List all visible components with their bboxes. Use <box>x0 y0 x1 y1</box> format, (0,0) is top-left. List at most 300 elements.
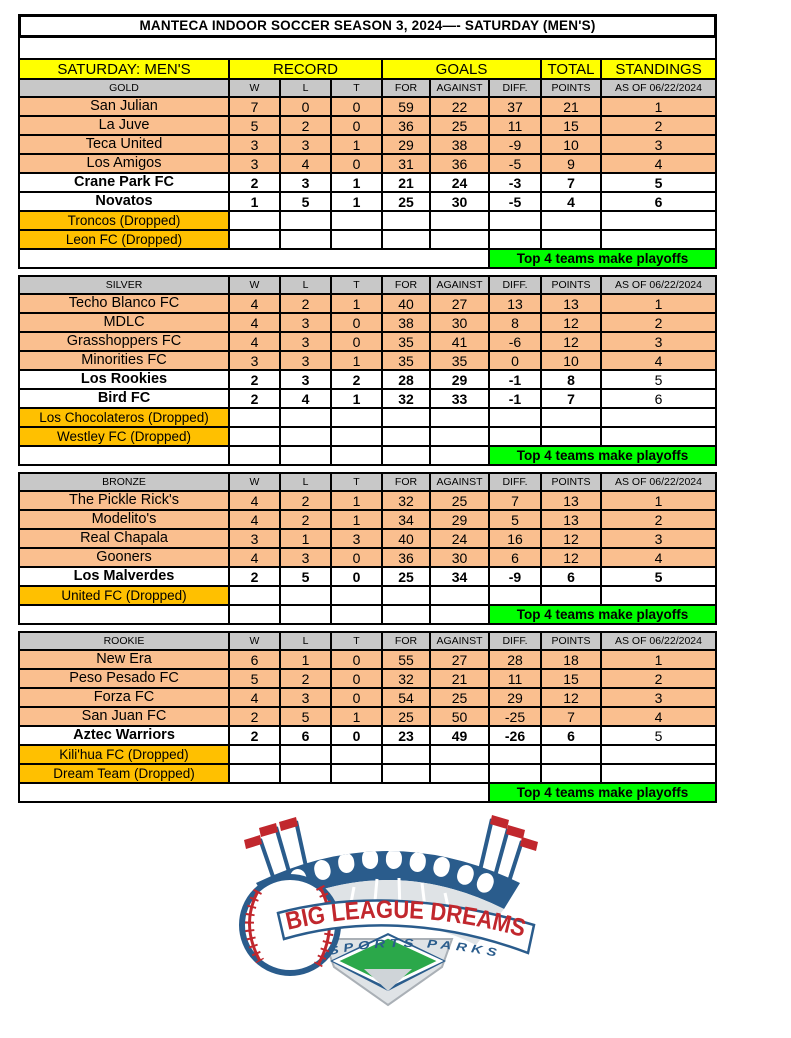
col-against-cell: AGAINST <box>430 632 489 650</box>
division-table-gold <box>18 58 717 269</box>
empty-cell <box>331 745 382 764</box>
goals-against: 27 <box>430 650 489 669</box>
empty-cell <box>280 230 331 249</box>
points: 18 <box>541 650 601 669</box>
wins: 4 <box>229 491 280 510</box>
league-header-row <box>19 59 716 79</box>
col-for-cell: FOR <box>382 276 430 294</box>
dropped-team-row <box>19 211 716 230</box>
empty-cell <box>382 446 430 465</box>
standing: 2 <box>601 669 716 688</box>
goal-diff: 37 <box>489 97 541 116</box>
empty-cell <box>601 211 716 230</box>
wins: 6 <box>229 650 280 669</box>
goal-diff: 0 <box>489 351 541 370</box>
playoff-left-blank <box>19 249 489 268</box>
division-name-cell: GOLD <box>19 79 229 97</box>
col-points-cell: POINTS <box>541 276 601 294</box>
team-name: New Era <box>19 650 229 669</box>
goals-for: 32 <box>382 389 430 408</box>
goal-diff: -5 <box>489 154 541 173</box>
losses: 3 <box>280 173 331 192</box>
ties: 1 <box>331 707 382 726</box>
wins: 2 <box>229 370 280 389</box>
team-row <box>19 389 716 408</box>
wins: 4 <box>229 510 280 529</box>
goals-against: 38 <box>430 135 489 154</box>
empty-cell <box>382 230 430 249</box>
empty-cell <box>430 745 489 764</box>
goals-for: 34 <box>382 510 430 529</box>
col-points-cell: POINTS <box>541 79 601 97</box>
col-against-cell: AGAINST <box>430 276 489 294</box>
goal-diff: -26 <box>489 726 541 745</box>
col-t-cell: T <box>331 473 382 491</box>
team-name: Forza FC <box>19 688 229 707</box>
wins: 4 <box>229 294 280 313</box>
points: 12 <box>541 548 601 567</box>
ties: 0 <box>331 548 382 567</box>
wins: 3 <box>229 154 280 173</box>
points: 13 <box>541 510 601 529</box>
col-w-cell: W <box>229 79 280 97</box>
goals-against: 21 <box>430 669 489 688</box>
empty-cell <box>382 427 430 446</box>
standings-tables <box>0 58 791 803</box>
team-row <box>19 529 716 548</box>
col-for-cell: FOR <box>382 79 430 97</box>
ties: 0 <box>331 97 382 116</box>
ties: 1 <box>331 491 382 510</box>
goals-for: 59 <box>382 97 430 116</box>
big-league-dreams-logo <box>228 813 548 1014</box>
team-name: Real Chapala <box>19 529 229 548</box>
team-name: Novatos <box>19 192 229 211</box>
division-table-bronze <box>18 472 717 625</box>
empty-cell <box>430 446 489 465</box>
losses: 2 <box>280 510 331 529</box>
team-row <box>19 116 716 135</box>
losses: 5 <box>280 192 331 211</box>
ties: 1 <box>331 351 382 370</box>
team-name: Bird FC <box>19 389 229 408</box>
col-points-cell: POINTS <box>541 473 601 491</box>
losses: 2 <box>280 116 331 135</box>
wins: 1 <box>229 192 280 211</box>
dropped-team-name: Dream Team (Dropped) <box>19 764 229 783</box>
wins: 2 <box>229 567 280 586</box>
team-name: Gooners <box>19 548 229 567</box>
standing: 3 <box>601 688 716 707</box>
points: 12 <box>541 688 601 707</box>
empty-cell <box>541 764 601 783</box>
division-name-cell: BRONZE <box>19 473 229 491</box>
logo-subtitle-text: SPORTS PARKS <box>327 937 499 960</box>
standing: 2 <box>601 313 716 332</box>
empty-cell <box>331 408 382 427</box>
team-name: Techo Blanco FC <box>19 294 229 313</box>
points: 8 <box>541 370 601 389</box>
standing: 1 <box>601 491 716 510</box>
team-row <box>19 726 716 745</box>
col-l-cell: L <box>280 473 331 491</box>
ties: 1 <box>331 173 382 192</box>
losses: 6 <box>280 726 331 745</box>
col-l-cell: L <box>280 632 331 650</box>
team-row <box>19 669 716 688</box>
points: 12 <box>541 313 601 332</box>
goals-for: 25 <box>382 567 430 586</box>
playoff-note: Top 4 teams make playoffs <box>489 446 716 465</box>
standing: 3 <box>601 529 716 548</box>
goals-for: 38 <box>382 313 430 332</box>
empty-cell <box>382 586 430 605</box>
goals-against: 30 <box>430 548 489 567</box>
empty-cell <box>382 745 430 764</box>
losses: 2 <box>280 491 331 510</box>
empty-cell <box>430 427 489 446</box>
wins: 2 <box>229 173 280 192</box>
team-name: Aztec Warriors <box>19 726 229 745</box>
goal-diff: 6 <box>489 548 541 567</box>
empty-cell <box>382 408 430 427</box>
goals-for: 23 <box>382 726 430 745</box>
losses: 3 <box>280 332 331 351</box>
goals-against: 25 <box>430 116 489 135</box>
col-t-cell: T <box>331 276 382 294</box>
col-w-cell: W <box>229 276 280 294</box>
losses: 5 <box>280 707 331 726</box>
goals-for: 25 <box>382 707 430 726</box>
empty-cell <box>280 745 331 764</box>
col-diff-cell: DIFF. <box>489 276 541 294</box>
standing: 4 <box>601 154 716 173</box>
stadium-logo-graphic <box>228 813 548 1009</box>
empty-cell <box>430 230 489 249</box>
team-name: The Pickle Rick's <box>19 491 229 510</box>
empty-cell <box>280 605 331 624</box>
empty-cell <box>382 764 430 783</box>
ties: 1 <box>331 192 382 211</box>
empty-cell <box>229 230 280 249</box>
col-diff-cell: DIFF. <box>489 473 541 491</box>
dropped-team-row <box>19 230 716 249</box>
team-row <box>19 351 716 370</box>
goal-diff: 11 <box>489 116 541 135</box>
ties: 0 <box>331 688 382 707</box>
ties: 3 <box>331 529 382 548</box>
points: 7 <box>541 173 601 192</box>
goal-diff: -3 <box>489 173 541 192</box>
goal-diff: -6 <box>489 332 541 351</box>
team-row <box>19 370 716 389</box>
losses: 5 <box>280 567 331 586</box>
team-name: Minorities FC <box>19 351 229 370</box>
dropped-team-name: Kili'hua FC (Dropped) <box>19 745 229 764</box>
losses: 3 <box>280 688 331 707</box>
points: 15 <box>541 116 601 135</box>
goal-diff: 13 <box>489 294 541 313</box>
as-of-date-cell: AS OF 06/22/2024 <box>601 632 716 650</box>
goals-against: 36 <box>430 154 489 173</box>
team-name: Los Rookies <box>19 370 229 389</box>
goals-against: 25 <box>430 688 489 707</box>
empty-cell <box>541 427 601 446</box>
playoff-left-blank <box>19 605 229 624</box>
col-t-cell: T <box>331 632 382 650</box>
dropped-team-name: Troncos (Dropped) <box>19 211 229 230</box>
empty-cell <box>601 745 716 764</box>
points: 9 <box>541 154 601 173</box>
dropped-team-row <box>19 745 716 764</box>
wins: 5 <box>229 669 280 688</box>
col-for-cell: FOR <box>382 473 430 491</box>
empty-cell <box>541 408 601 427</box>
standing: 6 <box>601 192 716 211</box>
empty-cell <box>229 427 280 446</box>
goals-against: 33 <box>430 389 489 408</box>
team-row <box>19 650 716 669</box>
empty-cell <box>229 408 280 427</box>
ties: 0 <box>331 116 382 135</box>
goals-for: 29 <box>382 135 430 154</box>
ties: 0 <box>331 154 382 173</box>
empty-cell <box>331 605 382 624</box>
team-row <box>19 192 716 211</box>
column-header-row <box>19 473 716 491</box>
empty-cell <box>541 211 601 230</box>
wins: 4 <box>229 548 280 567</box>
playoff-note-row <box>19 605 716 624</box>
empty-cell <box>601 586 716 605</box>
team-name: Grasshoppers FC <box>19 332 229 351</box>
ties: 2 <box>331 370 382 389</box>
goals-against: 35 <box>430 351 489 370</box>
standing: 1 <box>601 650 716 669</box>
points: 21 <box>541 97 601 116</box>
goal-diff: -1 <box>489 389 541 408</box>
wins: 3 <box>229 529 280 548</box>
as-of-date-cell: AS OF 06/22/2024 <box>601 473 716 491</box>
col-t-cell: T <box>331 79 382 97</box>
goal-diff: 8 <box>489 313 541 332</box>
dropped-team-row <box>19 427 716 446</box>
losses: 4 <box>280 389 331 408</box>
empty-cell <box>430 605 489 624</box>
empty-cell <box>601 427 716 446</box>
team-row <box>19 567 716 586</box>
goals-for: 28 <box>382 370 430 389</box>
empty-cell <box>229 605 280 624</box>
goals-for: 31 <box>382 154 430 173</box>
empty-cell <box>430 586 489 605</box>
standing: 4 <box>601 351 716 370</box>
empty-cell <box>331 764 382 783</box>
goal-diff: 29 <box>489 688 541 707</box>
dropped-team-row <box>19 408 716 427</box>
points: 13 <box>541 294 601 313</box>
dropped-team-row <box>19 764 716 783</box>
points: 6 <box>541 726 601 745</box>
standings-header-cell: STANDINGS <box>601 59 716 79</box>
standing: 5 <box>601 173 716 192</box>
goal-diff: 11 <box>489 669 541 688</box>
goals-against: 30 <box>430 192 489 211</box>
wins: 7 <box>229 97 280 116</box>
ties: 0 <box>331 332 382 351</box>
ties: 1 <box>331 389 382 408</box>
goals-for: 55 <box>382 650 430 669</box>
standing: 5 <box>601 567 716 586</box>
team-row <box>19 173 716 192</box>
goals-for: 35 <box>382 351 430 370</box>
goals-for: 21 <box>382 173 430 192</box>
goal-diff: 7 <box>489 491 541 510</box>
ties: 0 <box>331 567 382 586</box>
playoff-left-blank <box>19 446 229 465</box>
empty-cell <box>541 745 601 764</box>
empty-cell <box>601 408 716 427</box>
standing: 5 <box>601 726 716 745</box>
goals-against: 49 <box>430 726 489 745</box>
dropped-team-name: Los Chocolateros (Dropped) <box>19 408 229 427</box>
points: 7 <box>541 389 601 408</box>
team-row <box>19 707 716 726</box>
team-name: Los Amigos <box>19 154 229 173</box>
empty-cell <box>229 211 280 230</box>
playoff-note-row <box>19 446 716 465</box>
points: 4 <box>541 192 601 211</box>
wins: 4 <box>229 688 280 707</box>
goals-against: 27 <box>430 294 489 313</box>
goals-against: 30 <box>430 313 489 332</box>
empty-cell <box>489 586 541 605</box>
goal-diff: 5 <box>489 510 541 529</box>
standing: 5 <box>601 370 716 389</box>
empty-cell <box>331 427 382 446</box>
points: 7 <box>541 707 601 726</box>
dropped-team-name: Westley FC (Dropped) <box>19 427 229 446</box>
team-row <box>19 332 716 351</box>
points: 13 <box>541 491 601 510</box>
col-diff-cell: DIFF. <box>489 632 541 650</box>
playoff-note-row <box>19 249 716 268</box>
goals-against: 24 <box>430 529 489 548</box>
goals-against: 22 <box>430 97 489 116</box>
day-label-cell: SATURDAY: MEN'S <box>19 59 229 79</box>
division-name-cell: SILVER <box>19 276 229 294</box>
dropped-team-name: United FC (Dropped) <box>19 586 229 605</box>
losses: 3 <box>280 351 331 370</box>
losses: 3 <box>280 548 331 567</box>
wins: 3 <box>229 351 280 370</box>
losses: 1 <box>280 529 331 548</box>
points: 10 <box>541 351 601 370</box>
empty-cell <box>331 586 382 605</box>
empty-cell <box>489 230 541 249</box>
goals-for: 40 <box>382 294 430 313</box>
team-row <box>19 154 716 173</box>
empty-cell <box>280 427 331 446</box>
team-row <box>19 688 716 707</box>
team-name: San Julian <box>19 97 229 116</box>
wins: 5 <box>229 116 280 135</box>
empty-cell <box>382 211 430 230</box>
points: 12 <box>541 332 601 351</box>
ties: 1 <box>331 510 382 529</box>
column-header-row <box>19 276 716 294</box>
wins: 4 <box>229 332 280 351</box>
dropped-team-name: Leon FC (Dropped) <box>19 230 229 249</box>
team-name: San Juan FC <box>19 707 229 726</box>
team-row <box>19 294 716 313</box>
goals-for: 36 <box>382 548 430 567</box>
dropped-team-row <box>19 586 716 605</box>
points: 12 <box>541 529 601 548</box>
empty-cell <box>280 586 331 605</box>
goals-for: 25 <box>382 192 430 211</box>
col-l-cell: L <box>280 79 331 97</box>
goal-diff: -9 <box>489 567 541 586</box>
points: 6 <box>541 567 601 586</box>
empty-cell <box>541 586 601 605</box>
goals-for: 32 <box>382 491 430 510</box>
team-name: Modelito's <box>19 510 229 529</box>
team-row <box>19 548 716 567</box>
col-diff-cell: DIFF. <box>489 79 541 97</box>
ties: 1 <box>331 294 382 313</box>
goal-diff: 16 <box>489 529 541 548</box>
ties: 1 <box>331 135 382 154</box>
team-name: MDLC <box>19 313 229 332</box>
as-of-date-cell: AS OF 06/22/2024 <box>601 276 716 294</box>
goals-for: 36 <box>382 116 430 135</box>
empty-cell <box>280 446 331 465</box>
standings-sheet <box>0 14 791 1014</box>
spacer-row <box>18 38 717 58</box>
goals-against: 29 <box>430 370 489 389</box>
ties: 0 <box>331 313 382 332</box>
division-table-rookie <box>18 631 717 803</box>
goal-diff: -5 <box>489 192 541 211</box>
losses: 0 <box>280 97 331 116</box>
goals-against: 24 <box>430 173 489 192</box>
ties: 0 <box>331 669 382 688</box>
empty-cell <box>489 211 541 230</box>
team-name: La Juve <box>19 116 229 135</box>
goals-for: 40 <box>382 529 430 548</box>
points: 10 <box>541 135 601 154</box>
empty-cell <box>430 211 489 230</box>
goals-for: 54 <box>382 688 430 707</box>
division-table-silver <box>18 275 717 466</box>
team-name: Crane Park FC <box>19 173 229 192</box>
empty-cell <box>229 586 280 605</box>
total-header-cell: TOTAL <box>541 59 601 79</box>
wins: 3 <box>229 135 280 154</box>
empty-cell <box>280 211 331 230</box>
goals-against: 29 <box>430 510 489 529</box>
standing: 4 <box>601 548 716 567</box>
goals-against: 34 <box>430 567 489 586</box>
empty-cell <box>382 605 430 624</box>
column-header-row <box>19 79 716 97</box>
standing: 3 <box>601 332 716 351</box>
goal-diff: -1 <box>489 370 541 389</box>
goals-against: 25 <box>430 491 489 510</box>
losses: 3 <box>280 135 331 154</box>
empty-cell <box>229 446 280 465</box>
